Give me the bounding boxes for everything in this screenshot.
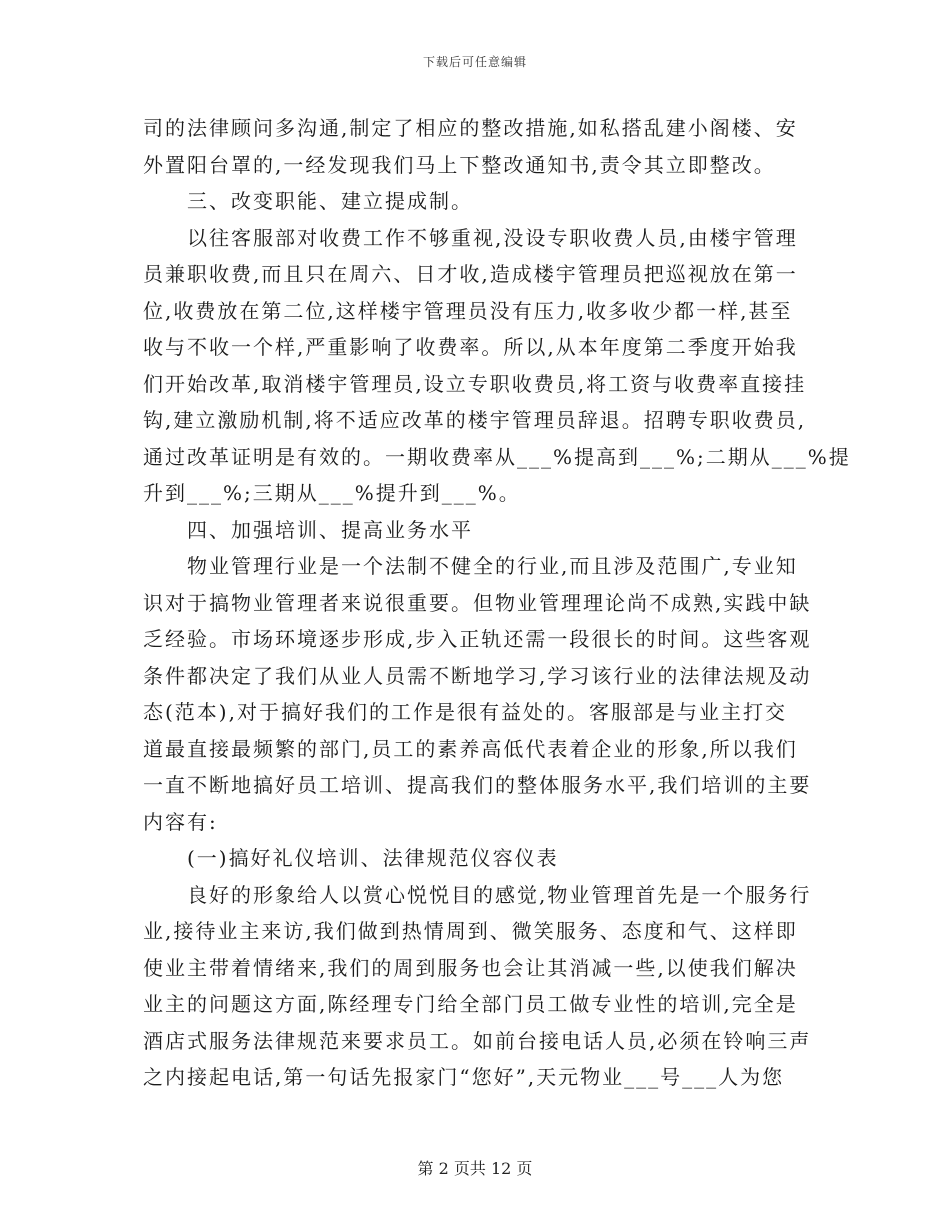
text-line: 收与不收一个样,严重影响了收费率。所以,从本年度第二季度开始我	[143, 335, 798, 359]
text-line: 道最直接最频繁的部门,员工的素养高低代表着企业的形象,所以我们	[143, 736, 798, 761]
text-line: 之内接起电话,第一句话先报家门“您好”,天元物业___号___人为您	[143, 1065, 785, 1089]
document-body	[143, 110, 851, 1096]
text-line: 升到___%;三期从___%提升到___%。	[143, 481, 521, 505]
section-heading: 三、改变职能、建立提成制。	[187, 189, 473, 213]
text-line: 乏经验。市场环境逐步形成,步入正轨还需一段很长的时间。这些客观	[143, 627, 812, 651]
text-line: 一直不断地搞好员工培训、提高我们的整体服务水平,我们培训的主要	[143, 773, 812, 797]
text-line: 使业主带着情绪来,我们的周到服务也会让其消减一些,以使我们解决	[143, 955, 798, 980]
page-header: 下载后可任意编辑	[422, 55, 527, 69]
text-line: 钩,建立激励机制,将不适应改革的楼宇管理员辞退。招聘专职收费员,	[143, 408, 807, 432]
text-line: 业主的问题这方面,陈经理专门给全部门员工做专业性的培训,完全是	[143, 992, 798, 1016]
text-line: 条件都决定了我们从业人员需不断地学习,学习该行业的法律法规及动	[143, 663, 812, 688]
text-line: 外置阳台罩的,一经发现我们马上下整改通知书,责令其立即整改。	[143, 152, 776, 177]
text-line: 们开始改革,取消楼宇管理员,设立专职收费员,将工资与收费率直接挂	[143, 371, 807, 396]
text-line: 物业管理行业是一个法制不健全的行业,而且涉及范围广,专业知	[187, 554, 798, 578]
text-line: 内容有:	[143, 809, 218, 834]
text-line: 识对于搞物业管理者来说很重要。但物业管理理论尚不成熟,实践中缺	[143, 590, 812, 615]
subsection-heading: (一)搞好礼仪培训、法律规范仪容仪表	[187, 846, 559, 870]
section-heading: 四、加强培训、提高业务水平	[187, 517, 473, 542]
text-line: 态(范本),对于搞好我们的工作是很有益处的。客服部是与业主打交	[143, 700, 787, 724]
page-footer: 第 2 页共 12 页	[417, 1159, 533, 1178]
text-line: 员兼职收费,而且只在周六、日才收,造成楼宇管理员把巡视放在第一	[143, 262, 798, 286]
text-line: 良好的形象给人以赏心悦悦目的感觉,物业管理首先是一个服务行	[187, 882, 812, 907]
text-line: 通过改革证明是有效的。一期收费率从___%提高到___%;二期从___%提	[143, 444, 851, 469]
text-line: 位,收费放在第二位,这样楼宇管理员没有压力,收多收少都一样,甚至	[143, 298, 793, 323]
text-line: 业,接待业主来访,我们做到热情周到、微笑服务、态度和气、这样即	[143, 919, 798, 943]
text-line: 司的法律顾问多沟通,制定了相应的整改措施,如私搭乱建小阁楼、安	[143, 116, 798, 140]
text-line: 酒店式服务法律规范来要求员工。如前台接电话人员,必须在铃响三声	[143, 1028, 812, 1053]
text-line: 以往客服部对收费工作不够重视,没设专职收费人员,由楼宇管理	[187, 225, 798, 250]
